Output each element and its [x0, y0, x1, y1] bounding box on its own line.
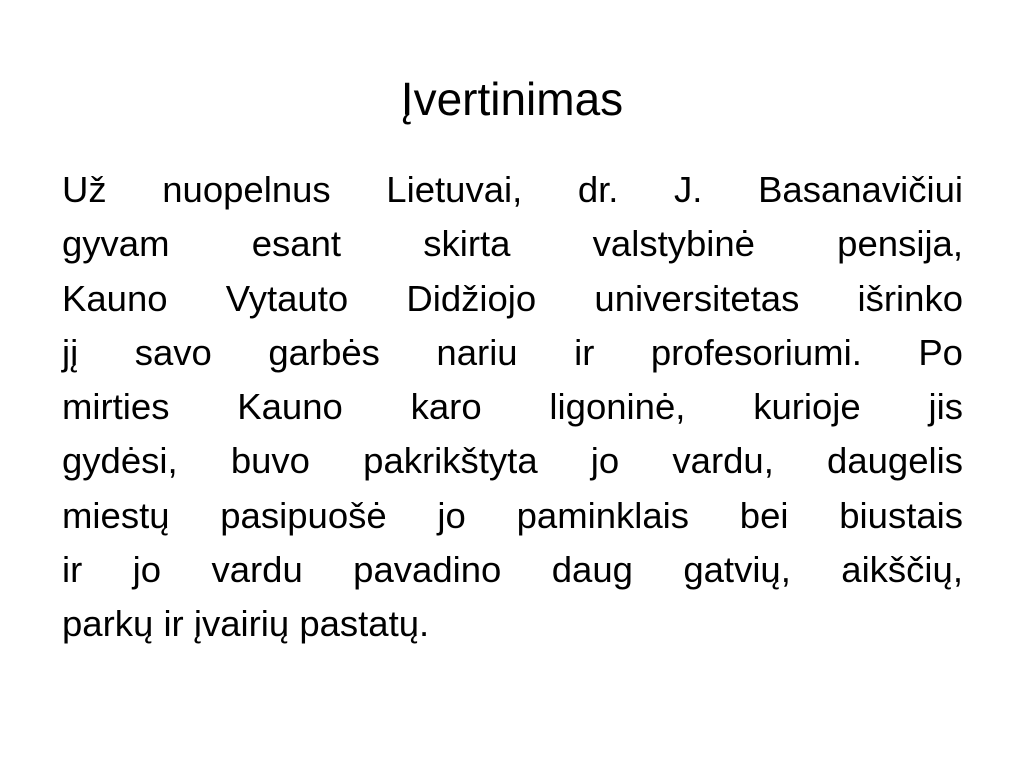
body-line: miestų pasipuošė jo paminklais bei biustais [62, 494, 963, 536]
body-line: mirties Kauno karo ligoninė, kurioje jis [62, 386, 963, 428]
body-line: parkų ir įvairių pastatų. [62, 603, 430, 645]
body-line: gyvam esant skirta valstybinė pensija, [62, 223, 963, 265]
body-line: Kauno Vytauto Didžiojo universitetas išrinko [62, 277, 963, 319]
slide-title: Įvertinimas [400, 73, 624, 125]
body-line: gydėsi, buvo pakrikštyta jo vardu, daugelis [62, 440, 963, 482]
body-line: ir jo vardu pavadino daug gatvių, aikščių, [62, 549, 963, 591]
body-line: jį savo garbės nariu ir profesoriumi. Po [62, 331, 963, 373]
slide-body-paragraph [62, 163, 963, 652]
body-line: Už nuopelnus Lietuvai, dr. J. Basanavičiui [62, 169, 963, 210]
